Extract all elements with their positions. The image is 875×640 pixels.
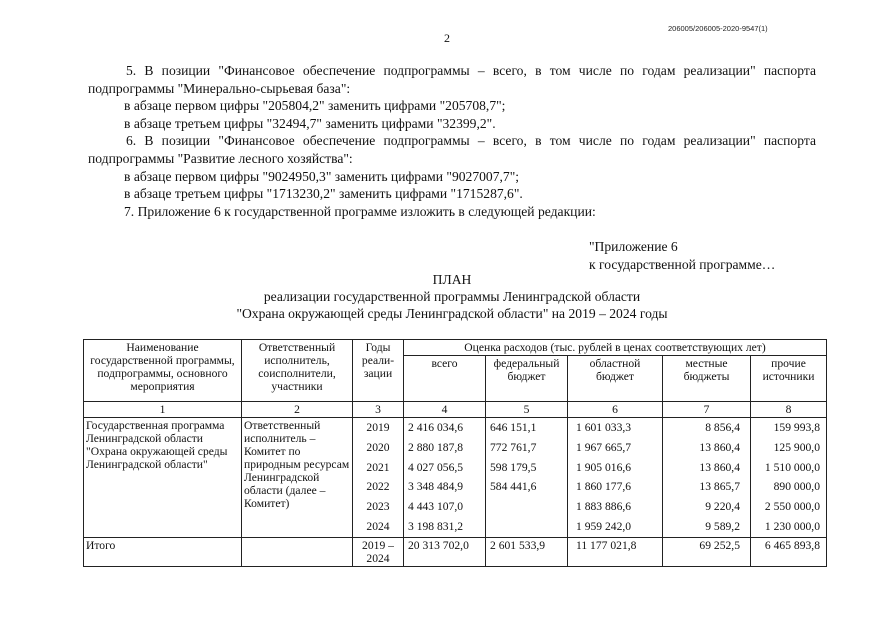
other-value: 1 510 000,0 [764,460,820,474]
total-value: 2 880 187,8 [408,440,464,454]
col-number: 3 [353,402,404,418]
header-federal: федеральный бюджет [486,356,568,402]
plan-subtitle-2: "Охрана окружающей среды Ленинградской области" на 2019 – 2024 годы [236,305,668,321]
plan-title: ПЛАН [432,272,472,287]
other-value: 1 230 000,0 [764,519,820,533]
executor-cell: Ответственный исполнитель – Комитет по природным ресурсам Ленинградской области (далее – Комитет) [242,418,353,538]
federal-value: 646 151,1 [490,421,537,434]
totals-regional: 11 177 021,8 [568,537,663,566]
col-number: 8 [751,402,827,418]
other-cell [751,418,827,538]
total-value: 4 027 056,5 [408,460,464,474]
header-local: местные бюджеты [663,356,751,402]
plan-subtitle-1: реализации государственной программы Ленинградской области [263,288,641,304]
year-value: 2024 [366,519,390,533]
appendix-line-1: "Приложение 6 [589,239,678,254]
col-number: 7 [663,402,751,418]
paragraph-5b: в абзаце третьем цифры "32494,7" заменить цифрами "32399,2". [124,115,496,131]
total-value: 4 443 107,0 [408,500,464,514]
document-id: 206005/206005-2020-9547(1) [668,24,768,33]
regional-cell [568,418,663,538]
paragraph-7: 7. Приложение 6 к государственной программе изложить в следующей редакции: [124,203,596,219]
header-years: Годы реали-зации [353,340,404,402]
col-number: 4 [404,402,486,418]
page-number: 2 [444,31,450,45]
paragraph-5: 5. В позиции "Финансовое обеспечение подпрограммы – всего, в том числе по годам реализации" паспорта подпрограммы "Минерально-сырьевая база": [88,63,816,96]
header-regional: областной бюджет [568,356,663,402]
totals-local: 69 252,5 [663,537,751,566]
other-value: 890 000,0 [773,480,820,494]
plan-title-block [88,272,816,322]
paragraph-6a: в абзаце первом цифры "9024950,3" заменить цифрами "9027007,7"; [124,168,520,184]
local-value: 13 865,7 [699,480,740,494]
local-value: 13 860,4 [699,460,740,474]
header-total: всего [404,356,486,402]
amendment-text [88,62,816,220]
federal-value: 772 761,7 [490,440,537,454]
plan-table [83,339,827,567]
header-estimate: Оценка расходов (тыс. рублей в ценах соответствующих лет) [404,340,827,356]
total-value: 3 348 484,9 [408,480,464,494]
col-number: 6 [568,402,663,418]
federal-cell [486,418,568,538]
totals-label: Итого [84,537,242,566]
total-value: 3 198 831,2 [408,519,464,533]
federal-value: 584 441,6 [490,480,537,494]
totals-empty [242,537,353,566]
regional-value: 1 905 016,6 [576,460,632,474]
appendix-note [589,238,775,273]
col-number: 5 [486,402,568,418]
totals-years: 2019 – 2024 [353,537,404,566]
regional-value: 1 883 886,6 [576,500,632,514]
year-value: 2021 [366,460,390,474]
regional-value: 1 860 177,6 [576,480,632,494]
total-cell [404,418,486,538]
federal-value [490,517,567,537]
local-value: 9 220,4 [705,500,740,514]
total-value: 2 416 034,6 [408,421,464,434]
header-name: Наименование государственной программы, подпрограммы, основного мероприятия [84,340,242,402]
program-name-cell: Государственная программа Ленинградской области "Охрана окружающей среды Ленинградской области" [84,418,242,538]
other-value: 159 993,8 [773,421,820,434]
regional-value: 1 967 665,7 [576,440,632,454]
local-value: 8 856,4 [705,421,740,434]
paragraph-5a: в абзаце первом цифры "205804,2" заменить цифрами "205708,7"; [124,98,506,114]
regional-value: 1 959 242,0 [576,519,632,533]
totals-other: 6 465 893,8 [751,537,827,566]
totals-row [84,537,827,566]
other-value: 125 900,0 [773,440,820,454]
regional-value: 1 601 033,3 [576,421,632,434]
years-cell [353,418,404,538]
local-value: 13 860,4 [699,440,740,454]
totals-total: 20 313 702,0 [404,537,486,566]
header-executor: Ответственный исполнитель, соисполнители, участники [242,340,353,402]
col-number: 2 [242,402,353,418]
year-value: 2022 [366,480,390,494]
appendix-line-2: к государственной программе… [589,256,776,272]
local-value: 9 589,2 [705,519,740,533]
col-number: 1 [84,402,242,418]
year-value: 2020 [366,440,390,454]
table-row [84,418,827,538]
federal-value [490,497,567,517]
federal-value: 598 179,5 [490,460,537,474]
paragraph-6b: в абзаце третьем цифры "1713230,2" заменить цифрами "1715287,6". [124,186,523,202]
other-value: 2 550 000,0 [764,500,820,514]
paragraph-6: 6. В позиции "Финансовое обеспечение подпрограммы – всего, в том числе по годам реализации" паспорта подпрограммы "Развитие лесного хозяйства": [88,133,816,166]
header-other: прочие источники [751,356,827,402]
totals-federal: 2 601 533,9 [486,537,568,566]
local-cell [663,418,751,538]
year-value: 2023 [366,500,390,514]
year-value: 2019 [366,421,390,434]
